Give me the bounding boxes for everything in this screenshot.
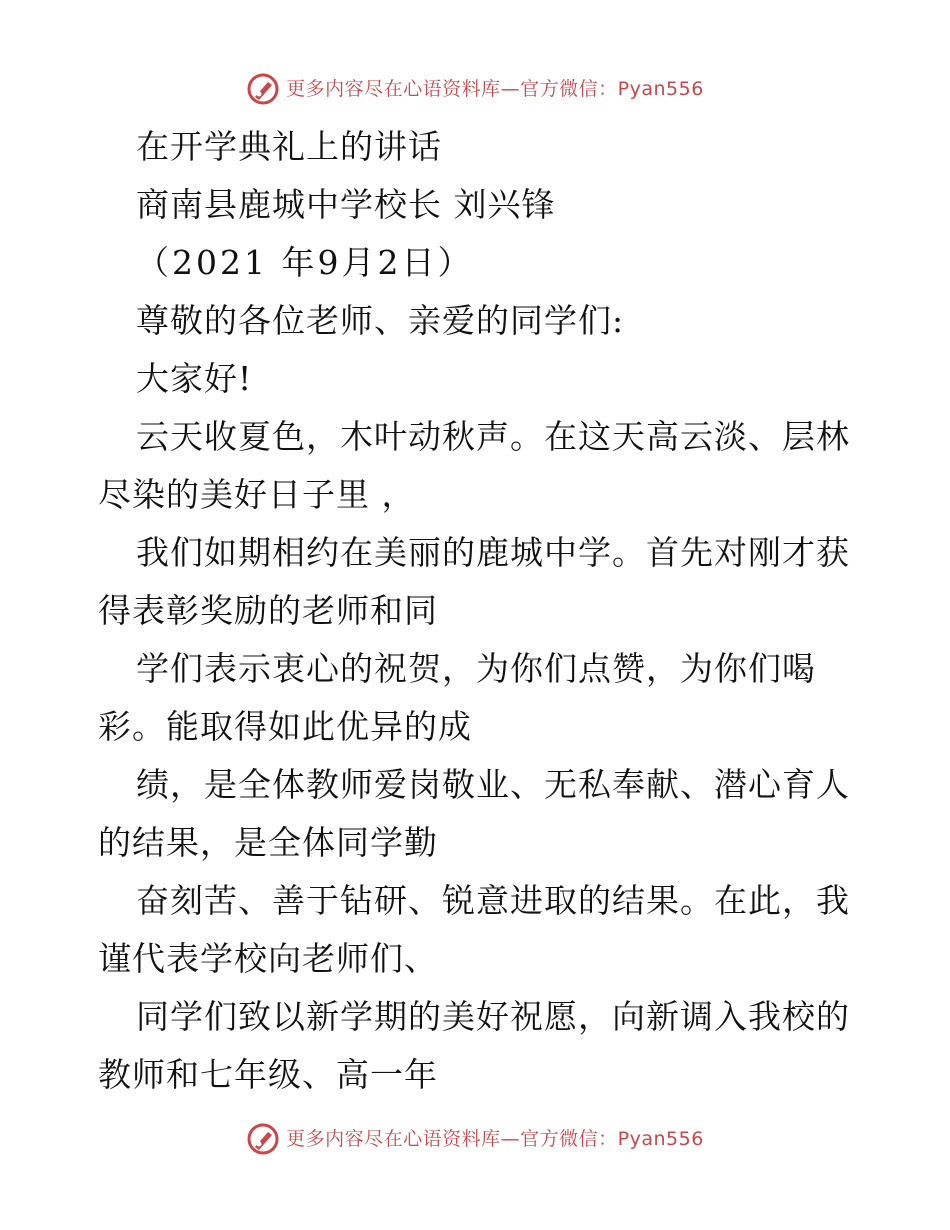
- paragraph-line: 尽染的美好日子里 ，: [98, 475, 416, 514]
- footer-watermark-banner: [0, 1122, 950, 1156]
- paragraph-line: 谨代表学校向老师们、: [98, 939, 438, 978]
- paragraph-line: 云天收夏色，木叶动秋声。在这天高云淡、层林: [136, 417, 850, 456]
- paragraph-line: 得表彰奖励的老师和同: [98, 591, 438, 630]
- header-watermark-banner: [0, 72, 950, 106]
- pen-circle-logo-icon: [246, 72, 280, 106]
- greeting: 大家好!: [136, 359, 253, 398]
- document-author: 商南县鹿城中学校长 刘兴锋: [136, 185, 556, 224]
- paragraph-line: 奋刻苦、善于钻研、锐意进取的结果。在此，我: [136, 881, 850, 920]
- paragraph-line: 彩。能取得如此优异的成: [98, 707, 472, 746]
- document-date: （2021 年9月2日）: [136, 243, 474, 282]
- paragraph-line: 的结果，是全体同学勤: [98, 823, 438, 862]
- watermark-text: 更多内容尽在心语资料库—官方微信：Pyan556: [286, 1128, 704, 1150]
- paragraph-line: 同学们致以新学期的美好祝愿，向新调入我校的: [136, 997, 850, 1036]
- paragraph-line: 教师和七年级、高一年: [98, 1055, 438, 1094]
- salutation: 尊敬的各位老师、亲爱的同学们:: [136, 301, 625, 340]
- paragraph-line: 我们如期相约在美丽的鹿城中学。首先对刚才获: [136, 533, 850, 572]
- paragraph-line: 绩，是全体教师爱岗敬业、无私奉献、潜心育人: [136, 765, 850, 804]
- document-body: [98, 118, 858, 1104]
- pen-circle-logo-icon: [246, 1122, 280, 1156]
- paragraph-line: 学们表示衷心的祝贺，为你们点赞，为你们喝: [136, 649, 816, 688]
- document-title: 在开学典礼上的讲话: [136, 127, 442, 166]
- watermark-text: 更多内容尽在心语资料库—官方微信：Pyan556: [286, 78, 704, 100]
